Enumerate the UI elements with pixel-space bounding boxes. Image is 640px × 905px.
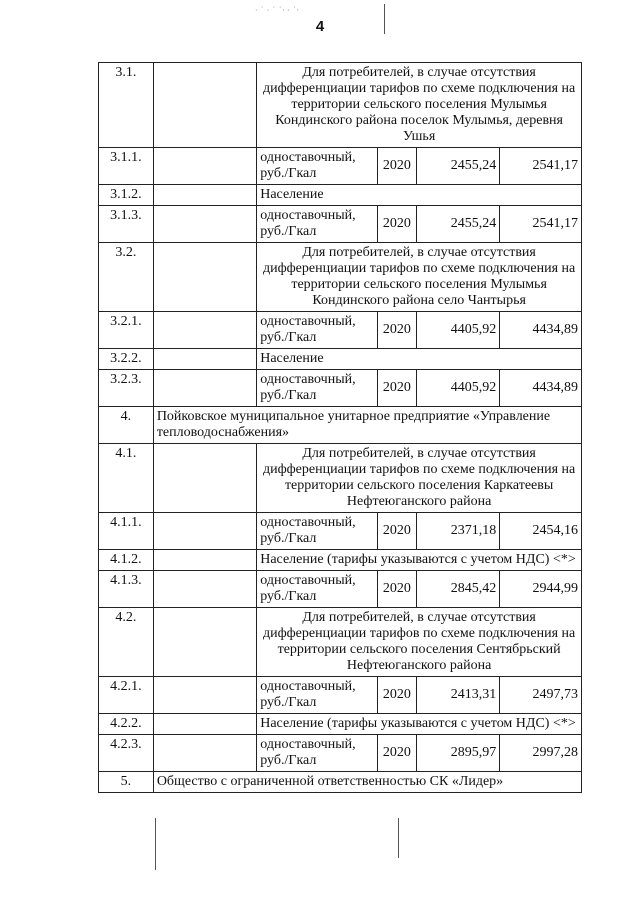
year-cell: 2020 (378, 513, 416, 550)
scan-noise: · ˙ · ˙ ˙· · ˙· (255, 6, 299, 15)
row-number: 3.2.3. (99, 370, 154, 407)
row-number: 5. (99, 772, 154, 793)
year-cell: 2020 (378, 370, 416, 407)
row-number: 4.1.1. (99, 513, 154, 550)
scan-artifact-line (384, 4, 385, 34)
tariff-value-1: 2413,31 (416, 677, 500, 714)
page-number: 4 (315, 18, 325, 35)
organization-name: Пойковское муниципальное унитарное предприятие «Управление тепловодоснабжения» (153, 407, 581, 444)
consumer-group-label: Население (257, 349, 582, 370)
empty-cell (153, 550, 256, 571)
section-header: Для потребителей, в случае отсутствия дифференциации тарифов по схеме подключения на территории сельского поселения Мулымья Кондинского района поселок Мулымья, деревня Ушья (257, 63, 582, 148)
row-number: 4.2.1. (99, 677, 154, 714)
consumer-group-label: Население (тарифы указываются с учетом НДС) <*> (257, 550, 582, 571)
table-row (99, 444, 582, 513)
row-number: 4.1. (99, 444, 154, 513)
empty-cell (153, 349, 256, 370)
tariff-value-2: 2497,73 (500, 677, 582, 714)
tariff-value-2: 2541,17 (500, 148, 582, 185)
empty-cell (153, 571, 256, 608)
row-number: 4.1.2. (99, 550, 154, 571)
table-row (99, 735, 582, 772)
table-row (99, 349, 582, 370)
table-row (99, 571, 582, 608)
table-row (99, 148, 582, 185)
organization-name: Общество с ограниченной ответственностью СК «Лидер» (153, 772, 581, 793)
row-number: 3.1.1. (99, 148, 154, 185)
year-cell: 2020 (378, 148, 416, 185)
row-number: 4. (99, 407, 154, 444)
rate-type: одноставочный, руб./Гкал (257, 312, 378, 349)
table-row (99, 206, 582, 243)
empty-cell (153, 243, 256, 312)
row-number: 3.1.2. (99, 185, 154, 206)
rate-type: одноставочный, руб./Гкал (257, 513, 378, 550)
tariff-value-2: 2997,28 (500, 735, 582, 772)
empty-cell (153, 148, 256, 185)
tariff-value-1: 2455,24 (416, 206, 500, 243)
tariff-value-2: 4434,89 (500, 370, 582, 407)
empty-cell (153, 370, 256, 407)
empty-cell (153, 63, 256, 148)
table-row (99, 608, 582, 677)
tariff-value-2: 2454,16 (500, 513, 582, 550)
tariff-value-1: 4405,92 (416, 312, 500, 349)
empty-cell (153, 312, 256, 349)
tariff-value-1: 4405,92 (416, 370, 500, 407)
year-cell: 2020 (378, 571, 416, 608)
empty-cell (153, 608, 256, 677)
empty-cell (153, 206, 256, 243)
section-header: Для потребителей, в случае отсутствия дифференциации тарифов по схеме подключения на территории сельского поселения Сентябрьский Нефтеюганского района (257, 608, 582, 677)
table-row (99, 243, 582, 312)
row-number: 3.1.3. (99, 206, 154, 243)
section-header: Для потребителей, в случае отсутствия дифференциации тарифов по схеме подключения на территории сельского поселения Мулымья Кондинского района село Чантырья (257, 243, 582, 312)
table-row (99, 370, 582, 407)
row-number: 4.2.2. (99, 714, 154, 735)
tariff-value-1: 2455,24 (416, 148, 500, 185)
rate-type: одноставочный, руб./Гкал (257, 148, 378, 185)
table-row (99, 312, 582, 349)
row-number: 3.2. (99, 243, 154, 312)
tariff-value-2: 2541,17 (500, 206, 582, 243)
scan-artifact-line (155, 818, 156, 870)
table-row (99, 714, 582, 735)
rate-type: одноставочный, руб./Гкал (257, 571, 378, 608)
table-row (99, 407, 582, 444)
tariff-value-2: 2944,99 (500, 571, 582, 608)
empty-cell (153, 735, 256, 772)
table-row (99, 677, 582, 714)
row-number: 3.2.2. (99, 349, 154, 370)
consumer-group-label: Население (тарифы указываются с учетом НДС) <*> (257, 714, 582, 735)
empty-cell (153, 513, 256, 550)
empty-cell (153, 185, 256, 206)
empty-cell (153, 677, 256, 714)
row-number: 4.2. (99, 608, 154, 677)
year-cell: 2020 (378, 677, 416, 714)
year-cell: 2020 (378, 735, 416, 772)
consumer-group-label: Население (257, 185, 582, 206)
tariff-value-2: 4434,89 (500, 312, 582, 349)
section-header: Для потребителей, в случае отсутствия дифференциации тарифов по схеме подключения на территории сельского поселения Каркатеевы Нефтеюганского района (257, 444, 582, 513)
tariff-value-1: 2895,97 (416, 735, 500, 772)
table-row (99, 772, 582, 793)
year-cell: 2020 (378, 206, 416, 243)
row-number: 3.2.1. (99, 312, 154, 349)
year-cell: 2020 (378, 312, 416, 349)
rate-type: одноставочный, руб./Гкал (257, 206, 378, 243)
tariff-value-1: 2845,42 (416, 571, 500, 608)
rate-type: одноставочный, руб./Гкал (257, 735, 378, 772)
tariff-value-1: 2371,18 (416, 513, 500, 550)
empty-cell (153, 444, 256, 513)
rate-type: одноставочный, руб./Гкал (257, 677, 378, 714)
row-number: 4.2.3. (99, 735, 154, 772)
table-row (99, 63, 582, 148)
row-number: 4.1.3. (99, 571, 154, 608)
rate-type: одноставочный, руб./Гкал (257, 370, 378, 407)
empty-cell (153, 714, 256, 735)
scan-artifact-line (398, 818, 399, 858)
table-row (99, 185, 582, 206)
table-row (99, 513, 582, 550)
row-number: 3.1. (99, 63, 154, 148)
tariff-table (98, 62, 582, 793)
table-row (99, 550, 582, 571)
